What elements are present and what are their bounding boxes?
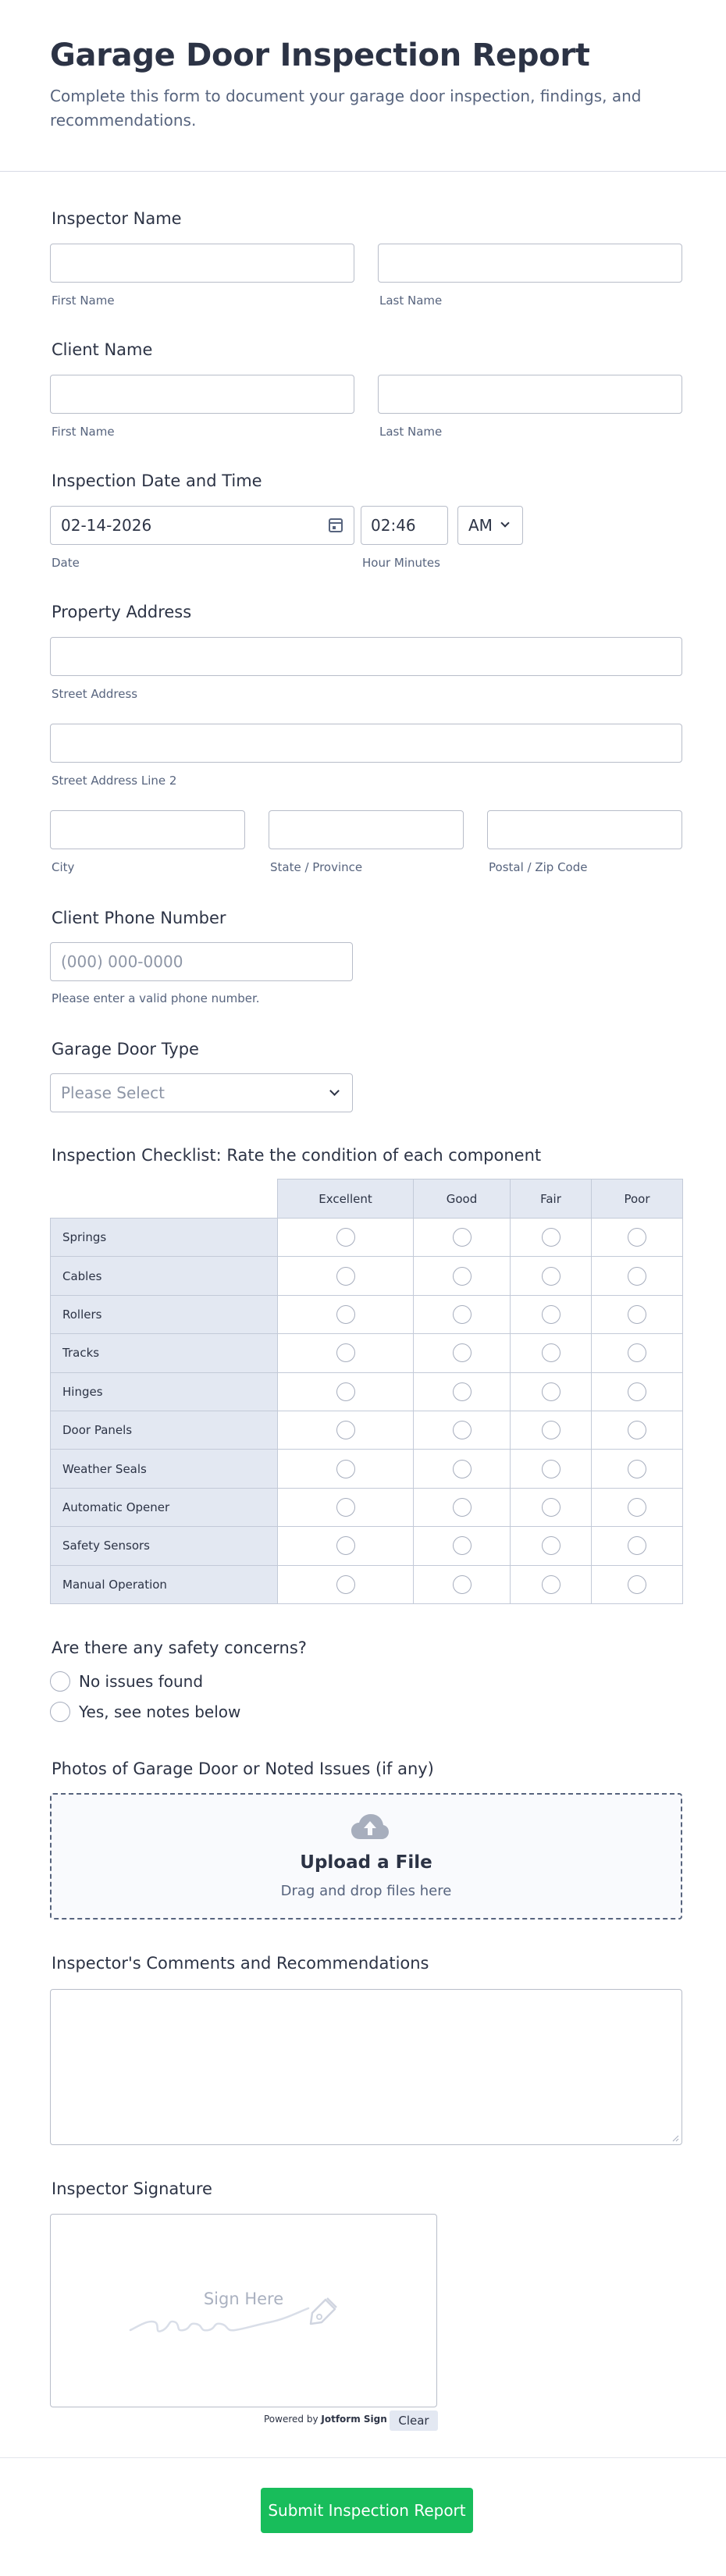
rating-radio[interactable]	[628, 1536, 646, 1555]
client-last-name-sublabel: Last Name	[379, 425, 443, 439]
inspector-name-label: Inspector Name	[52, 209, 182, 228]
rating-radio[interactable]	[453, 1305, 472, 1324]
page-title: Garage Door Inspection Report	[50, 37, 590, 73]
rating-radio[interactable]	[336, 1228, 355, 1247]
clear-signature-button[interactable]: Clear	[390, 2411, 438, 2431]
radio-button[interactable]	[50, 1671, 70, 1692]
rating-radio[interactable]	[453, 1267, 472, 1286]
file-upload-dropzone[interactable]	[50, 1793, 682, 1920]
row-label: Hinges	[51, 1372, 278, 1411]
client-name-label: Client Name	[52, 340, 153, 359]
powered-by-text: Powered by	[264, 2414, 319, 2425]
inspector-first-name-input[interactable]	[50, 244, 354, 283]
safety-option-no-issues[interactable]	[50, 1670, 284, 1693]
client-last-name-input[interactable]	[378, 375, 682, 414]
inspection-time-input[interactable]	[361, 506, 448, 545]
ampm-value: AM	[468, 516, 493, 535]
row-label: Tracks	[51, 1334, 278, 1372]
rating-radio[interactable]	[453, 1575, 472, 1594]
state-province-input[interactable]	[269, 810, 464, 849]
inspector-last-name-input[interactable]	[378, 244, 682, 283]
street-address-line2-input[interactable]	[50, 724, 682, 763]
row-label: Springs	[51, 1219, 278, 1257]
rating-radio[interactable]	[542, 1343, 561, 1362]
door-type-label: Garage Door Type	[52, 1040, 199, 1059]
rating-radio[interactable]	[628, 1460, 646, 1478]
safety-option-label: Yes, see notes below	[79, 1703, 241, 1721]
rating-radio[interactable]	[542, 1536, 561, 1555]
upload-hint: Drag and drop files here	[280, 1883, 452, 1899]
cloud-upload-icon	[351, 1813, 390, 1840]
rating-radio[interactable]	[542, 1228, 561, 1247]
rating-radio[interactable]	[453, 1460, 472, 1478]
street-address-sublabel: Street Address	[52, 687, 138, 701]
street-address-input[interactable]	[50, 637, 682, 676]
table-row	[51, 1219, 683, 1257]
postal-zip-input[interactable]	[487, 810, 682, 849]
postal-zip-sublabel: Postal / Zip Code	[489, 860, 588, 874]
rating-radio[interactable]	[542, 1305, 561, 1324]
powered-by-brand: Jotform Sign	[321, 2414, 387, 2425]
client-phone-input[interactable]	[50, 942, 353, 981]
rating-radio[interactable]	[336, 1575, 355, 1594]
row-label: Automatic Opener	[51, 1488, 278, 1526]
rating-radio[interactable]	[336, 1460, 355, 1478]
rating-radio[interactable]	[453, 1498, 472, 1517]
ampm-select[interactable]	[457, 506, 523, 545]
client-first-name-input[interactable]	[50, 375, 354, 414]
rating-radio[interactable]	[628, 1267, 646, 1286]
rating-radio[interactable]	[453, 1228, 472, 1247]
rating-radio[interactable]	[628, 1575, 646, 1594]
rating-radio[interactable]	[453, 1343, 472, 1362]
row-label: Rollers	[51, 1295, 278, 1333]
signature-placeholder: Sign Here	[203, 2290, 284, 2308]
powered-by-jotform-sign[interactable]	[264, 2414, 387, 2425]
inspector-last-name-sublabel: Last Name	[379, 294, 443, 308]
rating-radio[interactable]	[628, 1382, 646, 1401]
inspection-checklist-matrix	[50, 1179, 683, 1604]
rating-radio[interactable]	[628, 1498, 646, 1517]
table-row	[51, 1372, 683, 1411]
table-row	[51, 1334, 683, 1372]
client-phone-label: Client Phone Number	[52, 909, 226, 927]
table-row	[51, 1527, 683, 1565]
client-phone-placeholder: (000) 000-0000	[61, 952, 183, 971]
table-row	[51, 1411, 683, 1449]
rating-radio[interactable]	[542, 1267, 561, 1286]
safety-option-yes-notes[interactable]	[50, 1700, 284, 1724]
rating-radio[interactable]	[542, 1575, 561, 1594]
chevron-down-icon	[329, 1086, 340, 1096]
table-row	[51, 1565, 683, 1603]
radio-button[interactable]	[50, 1702, 70, 1722]
rating-radio[interactable]	[542, 1382, 561, 1401]
comments-label: Inspector's Comments and Recommendations	[52, 1954, 429, 1973]
upload-title: Upload a File	[300, 1852, 432, 1873]
signature-label: Inspector Signature	[52, 2179, 212, 2198]
time-sublabel: Hour Minutes	[362, 556, 440, 570]
property-address-label: Property Address	[52, 603, 192, 621]
signature-pad[interactable]	[50, 2214, 437, 2407]
rating-radio[interactable]	[453, 1536, 472, 1555]
rating-radio[interactable]	[628, 1421, 646, 1439]
column-header: Poor	[592, 1179, 683, 1219]
rating-radio[interactable]	[336, 1267, 355, 1286]
chevron-down-icon	[500, 518, 509, 527]
row-label: Manual Operation	[51, 1565, 278, 1603]
client-phone-hint: Please enter a valid phone number.	[52, 991, 260, 1005]
row-label: Weather Seals	[51, 1450, 278, 1488]
resize-handle-icon[interactable]	[671, 2134, 679, 2142]
street-address-line2-sublabel: Street Address Line 2	[52, 774, 177, 788]
rating-radio[interactable]	[542, 1498, 561, 1517]
state-province-sublabel: State / Province	[270, 860, 363, 874]
door-type-placeholder: Please Select	[61, 1083, 165, 1102]
row-label: Cables	[51, 1257, 278, 1295]
rating-radio[interactable]	[628, 1305, 646, 1324]
column-header: Fair	[511, 1179, 592, 1219]
inspection-time-value: 02:46	[371, 516, 416, 535]
checklist-label: Inspection Checklist: Rate the condition of each component	[52, 1146, 542, 1165]
safety-concerns-label: Are there any safety concerns?	[52, 1638, 307, 1657]
rating-radio[interactable]	[542, 1421, 561, 1439]
safety-option-label: No issues found	[79, 1672, 204, 1691]
calendar-icon[interactable]	[329, 518, 343, 532]
matrix-corner	[51, 1179, 278, 1219]
rating-radio[interactable]	[628, 1228, 646, 1247]
city-sublabel: City	[52, 860, 75, 874]
inspection-date-value: 02-14-2026	[61, 516, 152, 535]
rating-radio[interactable]	[336, 1536, 355, 1555]
door-type-select[interactable]	[50, 1073, 353, 1112]
form-footer	[0, 2457, 726, 2576]
row-label: Door Panels	[51, 1411, 278, 1449]
rating-radio[interactable]	[336, 1382, 355, 1401]
table-row	[51, 1488, 683, 1526]
rating-radio[interactable]	[453, 1382, 472, 1401]
rating-radio[interactable]	[336, 1498, 355, 1517]
rating-radio[interactable]	[542, 1460, 561, 1478]
rating-radio[interactable]	[336, 1305, 355, 1324]
table-row	[51, 1450, 683, 1488]
photos-label: Photos of Garage Door or Noted Issues (if any)	[52, 1759, 434, 1778]
inspection-datetime-label: Inspection Date and Time	[52, 471, 262, 490]
submit-button[interactable]: Submit Inspection Report	[261, 2488, 473, 2533]
comments-textarea[interactable]	[50, 1989, 682, 2145]
inspection-date-input[interactable]	[50, 506, 354, 545]
table-row	[51, 1257, 683, 1295]
rating-radio[interactable]	[628, 1343, 646, 1362]
page-description: Complete this form to document your garage door inspection, findings, and recommendations.	[50, 87, 642, 130]
column-header: Excellent	[278, 1179, 414, 1219]
city-input[interactable]	[50, 810, 245, 849]
rating-radio[interactable]	[336, 1343, 355, 1362]
rating-radio[interactable]	[453, 1421, 472, 1439]
form-header	[0, 0, 726, 172]
rating-radio[interactable]	[336, 1421, 355, 1439]
row-label: Safety Sensors	[51, 1527, 278, 1565]
date-sublabel: Date	[52, 556, 80, 570]
table-row	[51, 1295, 683, 1333]
column-header: Good	[414, 1179, 511, 1219]
inspector-first-name-sublabel: First Name	[52, 294, 115, 308]
client-first-name-sublabel: First Name	[52, 425, 115, 439]
